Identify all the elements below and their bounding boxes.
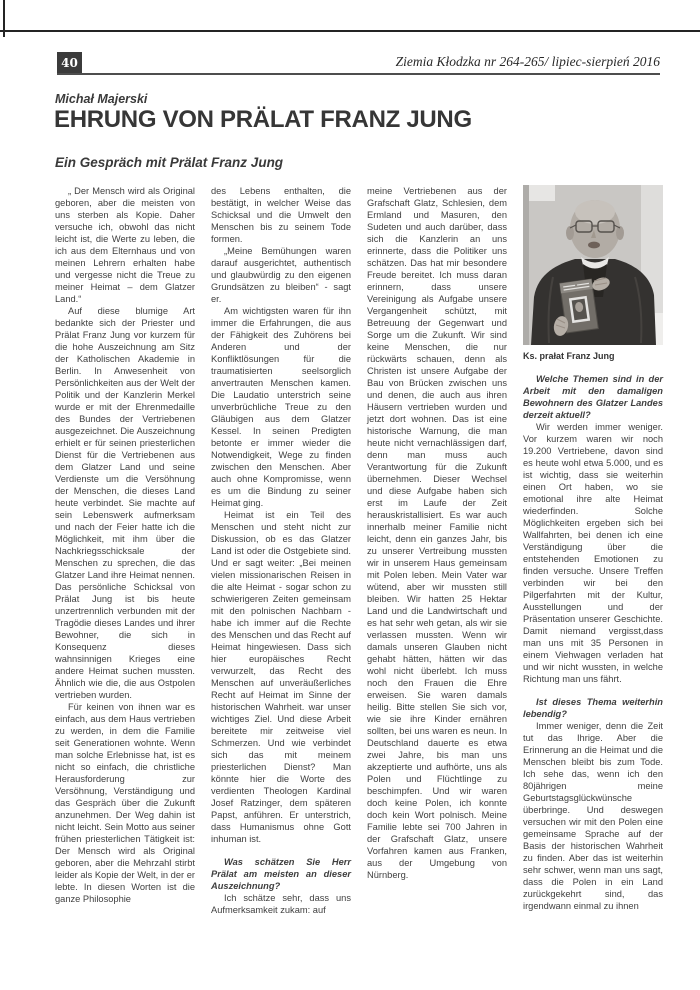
article-column-4 bbox=[523, 185, 663, 916]
article-subtitle: Ein Gespräch mit Prälat Franz Jung bbox=[55, 155, 284, 170]
article-title: EHRUNG VON PRÄLAT FRANZ JUNG bbox=[54, 106, 472, 133]
page-top-border bbox=[0, 30, 700, 32]
header-rule bbox=[57, 73, 660, 75]
photo-caption: Ks. prałat Franz Jung bbox=[523, 351, 615, 361]
interview-question: Was schätzen Sie Herr Prälat am meisten an dieser Auszeichnung? bbox=[211, 857, 351, 891]
article-paragraph: Ich schätze sehr, dass uns Aufmerksamkeit zukam: auf bbox=[211, 893, 351, 915]
article-column-1 bbox=[55, 185, 195, 916]
page-left-edge-mark bbox=[3, 0, 5, 37]
article-paragraph: „Meine Bemühungen waren darauf ausgerichtet, authentisch und glaubwürdig zu den eigenen Grundsätzen zu bleiben“ - sagt er. bbox=[211, 246, 351, 304]
article-paragraph: Heimat ist ein Teil des Menschen und steht nicht zur Diskussion, ob es das Glatzer Land ist oder die Ostgebiete sind. Und er sagt weiter: „Bei meinen vielen missionarischen Reisen in die alte Heimat - sogar schon zu schwierigeren Zeiten gemeinsam mit den polnischen Nachbarn - habe ich immer auf die Rechte des Menschen und das Recht auf Heimat hingewiesen. Dass sich hier europäisches Recht verwurzelt, das Recht des Menschen auf unveräußerliches Recht auf Heimat im Sinne der historischen Wahrheit. war unser wichtiges Ziel. Und diese Arbeit bereitete mir zeitweise viel Schmerzen. Und wie verbindet sich das mit meinem priesterlichen Dienst? Man könnte hier die Worte des verdienten Theologen Kardinal Josef Ratzinger, dem späteren Papst, anführen. Er unterstrich, dass Humanismus ohne Gott inhuman ist. bbox=[211, 510, 351, 844]
article-paragraph: Auf diese blumige Art bedankte sich der Priester und Prälat Franz Jung vor kurzem für die hohe Auszeichnung am Sitz der Katholischen Akademie in Berlin. In Anwesenheit von Persönlichkeiten aus der Welt der Politik und der Kanzlerin Merkel wurde er mit der Ehrenmedaille des Bundes der Vertriebenen ausgezeichnet. Die Auszeichnung erhielt er für seinen priesterlichen Dienst für die Vertriebenen aus dem Glatzer Land und seine Verdienste um die Versöhnung der Menschen, die dieses Land heute verbindet. Sie machte auf sein Lebenswerk aufmerksam und nach der Feier hatte ich die Möglichkeit, mit ihm über die Nachkriegsschicksale der Menschen zu sprechen, die das Glatzer Land ihre Heimat nennen. Das persönliche Schicksal von Prälat Jung ist bis heute unzertrennlich verbunden mit der Tragödie dieses Landes und ihrer Bewohner, die sich in Konsequenz dieses wahnsinnigen Krieges eine andere Heimat suchen mussten. Ähnlich wie die, die aus Ostpolen vertrieben wurden. bbox=[55, 306, 195, 700]
article-column-3 bbox=[367, 185, 507, 916]
photo-figure bbox=[523, 185, 663, 362]
article-paragraph: Immer weniger, denn die Zeit tut das Ihrige. Aber die Erinnerung an die Heimat und die Menschen bleibt bis zum Tode. Ich sehe das, wenn ich den 80jährigen meine Geburtstagsglückwünsche überbringe. Und deswegen versuchen wir mit den Polen eine gemeinsame Sprache auf der Basis der historischen Wahrheit zu finden. Aber das ist weiterhin sehr schwer, wenn man uns sagt, dass die Polen in ein Land zurückgekehrt sind, das irgendwann einmal zu ihnen bbox=[523, 721, 663, 911]
article-paragraph: des Lebens enthalten, die bestätigt, in welcher Weise das Schicksal und die Umwelt den Menschen bis zu seinem Tode formen. bbox=[211, 186, 351, 244]
article-column-2 bbox=[211, 185, 351, 916]
interview-question: Ist dieses Thema weiterhin lebendig? bbox=[523, 697, 663, 719]
article-paragraph: Für keinen von ihnen war es einfach, aus dem Haus vertrieben zu werden, in dem die Familie seit Generationen wohnte. Wenn man solche Erlebnisse hat, ist es nicht so einfach, die christliche Herausforderung zur Versöhnung, Verständigung und das Gespräch über die Zukunft anzunehmen. Der Weg dahin ist nicht leicht. Sein Motto aus seiner frühen priesterlichen Tätigkeit ist: Der Mensch wird als Original geboren, aber die Mehrzahl stirbt leider als Kopie der Welt, in der er lebte. In diesen Worten ist die ganze Philosophie bbox=[55, 702, 195, 904]
article-paragraph: „ Der Mensch wird als Original geboren, aber die meisten von uns sterben als Kopie. Daher versuche ich, obwohl das nicht leicht ist, die Werte zu leben, die ich aus dem Elternhaus und von meinen Lehrern erhalten habe und vergesse nicht die Treue zu meiner Heimat – dem Glatzer Land.“ bbox=[55, 186, 195, 304]
author-name: Michał Majerski bbox=[55, 92, 148, 106]
pralat-photo bbox=[523, 185, 663, 345]
page-number-badge bbox=[57, 52, 82, 74]
page-number: 40 bbox=[61, 56, 78, 70]
article-paragraph: Wir werden immer weniger. Vor kurzem waren wir noch 19.200 Vertriebene, davon sind es heute wohl etwa 5.000, und es ist wichtig, dass sie weiterhin einen Ort haben, wo sie emotional ihre alte Heimat wiederfinden. Solche Möglichkeiten ergeben sich bei Wallfahrten, bei denen ich eine Verständigung über die entstehenden Emotionen zu finden versuche. Unsere Treffen verbinden wir bei den Pilgerfahrten mit der Kultur, Ausstellungen und der Präsentation unserer Geschichte. Damit niemand vergisst,dass man uns mit 35 Personen in einem Viehwagen verladen hat und wir nicht wussten, in welche Richtung man uns fährt. bbox=[523, 422, 663, 684]
article-columns bbox=[55, 185, 663, 916]
interview-question: Welche Themen sind in der Arbeit mit den damaligen Bewohnern des Glatzer Landes derzeit aktuell? bbox=[523, 374, 663, 420]
article-paragraph: meine Vertriebenen aus der Grafschaft Glatz, Schlesien, dem Ermland und Masuren, den Sudeten und auch darüber, dass sich die Kanzlerin an uns erinnerte, dass die Politiker uns schätzen. Das hat mir besondere Freude bereitet. Ich muss daran erinnern, dass unsere Vereinigung als Aufgabe unsere Vergangenheit schützt, mit Betreuung der Gegenwart und Sorge um die Zukunft. Wir sind keine Menschen, die nur rückwärts schauen, denn als Christen ist unsere Aufgabe der Bau von Brücken zwischen uns und denen, die auch aus ihren Häusern vertrieben wurden und jetzt dort wohnen. Das ist eine historische Warnung, die man heute nicht vernachlässigen darf, denn man muss auch Verantwortung für die Zukunft übernehmen. Dieser Wechsel und diese Aufgabe haben sich erst im Laufe der Zeit herauskristallisiert. Es war auch innerhalb meiner Familie nicht leicht, denn ein ganzes Jahr, bis zu unserer Vertreibung mussten wir in unserem Haus gemeinsam mit Polen leben. Mein Vater war wütend, aber wir mussten still bleiben. Wir hatten 25 Hektar Land und die Landwirtschaft und es hat sehr weh getan, als wir sie verlassen mussten. Wenn wir damals unseren Glauben nicht gehabt hätten, hätten wir das wohl nicht überlebt. Ich muss noch den Frauen die Ehre erweisen. Sie waren damals heilig. Bitte stellen Sie sich vor, wie sie ihre Kinder ernähren sollten, bei uns waren es neun. In Deutschland dauerte es etwa zwei Jahre, bis man uns akzeptierte und aufhörte, uns als Polen und Flüchtlinge zu beschimpfen. Und wir waren doch keine Polen, ich konnte doch kein Wort polnisch. Meine Familie lebte sei 700 Jahren in der Grafschaft Glatz, unsere Vorfahren kamen aus Franken, aus der Umgebung von Nürnberg. bbox=[367, 186, 507, 880]
journal-title: Ziemia Kłodzka nr 264-265/ lipiec-sierpień 2016 bbox=[395, 54, 660, 69]
article-paragraph: Am wichtigsten waren für ihn immer die Erfahrungen, die aus der Fähigkeit des Zuhörens bei Anderen und der Konfliktlösungen für die traumatisierten seelsorglich anvertrauten Menschen kamen. Die Laudatio unterstrich seine unverbrüchliche Treue zu den Gläubigen aus dem Glatzer Kessel. In seinen Predigten betonte er immer wieder die Notwendigkeit, Wege zu finden zwischen den Menschen. Aber auch ohne Kompromisse, wenn es um die Bindung zu seiner Heimat ging. bbox=[211, 306, 351, 508]
